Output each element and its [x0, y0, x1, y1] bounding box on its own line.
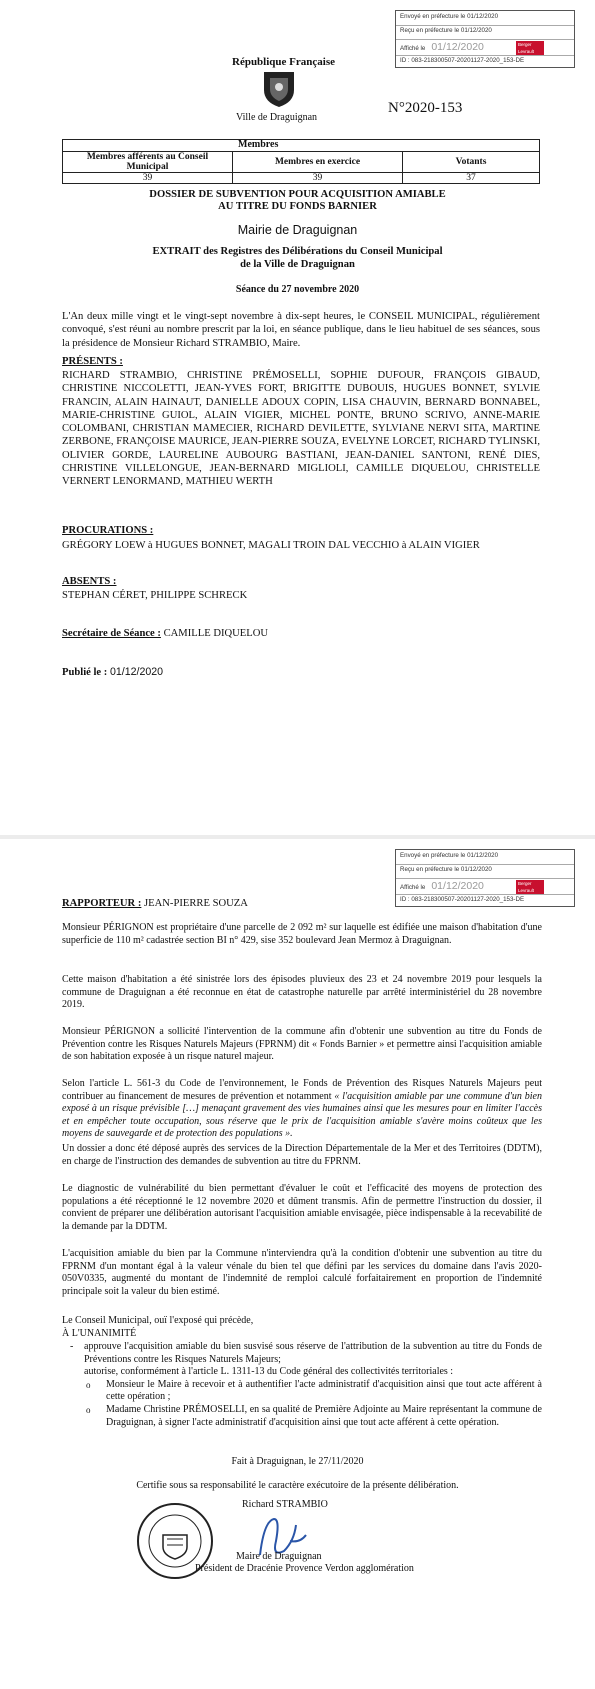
absents-label: ABSENTS : [62, 576, 117, 587]
signatory-name: Richard STRAMBIO [242, 1499, 328, 1510]
certifie-line: Certifie sous sa responsabilité le caractère exécutoire de la présente délibération. [136, 1480, 459, 1491]
decision-approve [62, 1341, 542, 1429]
paragraph-3: Monsieur PÉRIGNON a sollicité l'intervention de la commune afin d'obtenir une subvention au titre du Fonds de Prévention contre les Risques Naturels Majeurs (FPRNM) dit « Fonds Barnier » et permettre ainsi l'acquisition amiable de son habitation exposée à un risque naturel majeur. [62, 1026, 542, 1063]
members-title: Membres [238, 139, 279, 150]
prefecture-stamp-2 [395, 849, 575, 907]
paragraph-4 [62, 1078, 542, 1141]
members-title-box [62, 139, 540, 151]
berger-levrault-logo: Berger Levrault [516, 880, 544, 894]
value-exercice: 39 [233, 173, 403, 184]
paragraph-1: Monsieur PÉRIGNON est propriétaire d'une parcelle de 2 092 m² sur laquelle est édifiée une maison d'habitation d'une superficie de 110 m² cadastrée section BI n° 429, sise 352 boulevard Jean Mermoz à Draguignan. [62, 922, 542, 946]
publie-label: Publié le : [62, 667, 108, 678]
paragraph-4-quote: « l'acquisition amiable par une commune d'un bien exposé à un risque prévisible […] menaçant gravement des vies humaines ainsi que les mesures pour en limiter l'accès et en empêcher toute occupation, sous réserve que le prix de l'acquisition amiable s'avère moins coûteux que les moyens de sauvegarde et de protection des populations ». [62, 1090, 542, 1140]
stamp-received-line: Reçu en préfecture le 01/12/2020 [400, 27, 492, 34]
rapporteur-name: JEAN-PIERRE SOUZA [144, 898, 248, 909]
paragraph-4-text: Selon l'article L. 561-3 du Code de l'environnement, le Fonds de Prévention des Risques Naturels Majeurs peut contribuer au financement de mesures de prévention et notamment [62, 1078, 542, 1102]
stamp-posted-date: 01/12/2020 [431, 880, 484, 892]
stamp-posted-label: Affiché le [400, 45, 426, 52]
members-value-row [63, 173, 540, 184]
prefecture-stamp [395, 10, 575, 68]
signatory-role-2: Président de Dracénie Provence Verdon agglomération [195, 1563, 414, 1574]
stamp-posted-label: Affiché le [400, 884, 426, 891]
rapporteur-label: RAPPORTEUR : [62, 898, 142, 909]
members-table [62, 151, 540, 184]
authorization-list [84, 1379, 542, 1429]
absents-list: STEPHAN CÉRET, PHILIPPE SCHRECK [62, 590, 248, 601]
paragraph-6: Le diagnostic de vulnérabilité du bien permettant d'évaluer le coût et l'efficacité des moyens de protection des populations a été réceptionné le 12 novembre 2020 et dûment transmis. Afin de permettre l'instruction du dossier, il convient de préparer une délibération autorisant l'acquisition amiable envisagée, pièce indispensable à la recevabilité de la demande par la DDTM. [62, 1183, 542, 1232]
extrait-line-2: de la Ville de Draguignan [240, 259, 355, 270]
members-header-row [63, 152, 540, 173]
extrait-line-1: EXTRAIT des Registres des Délibérations du Conseil Municipal [152, 246, 443, 257]
publie-line [62, 666, 163, 678]
authorization-adjointe: o Madame Christine PRÉMOSELLI, en sa qualité de Première Adjointe au Maire représentant la commune de Draguignan, à signer l'acte administratif d'acquisition ainsi que tout acte afférent à cette opération. [84, 1404, 542, 1429]
dossier-title-2: AU TITRE DU FONDS BARNIER [218, 201, 377, 212]
value-afferents: 39 [63, 173, 233, 184]
city-crest-icon [262, 70, 296, 113]
fait-line: Fait à Draguignan, le 27/11/2020 [231, 1456, 364, 1467]
secretaire-line [62, 628, 268, 639]
city-heading: Ville de Draguignan [236, 112, 318, 123]
page-1 [0, 0, 595, 835]
authorization-maire: o Monsieur le Maire à recevoir et à authentifier l'acte administratif d'acquisition ainsi que tout acte afférent à cette opération ; [84, 1379, 542, 1404]
paragraph-5: Un dossier a donc été déposé auprès des services de la Direction Départementale de la Mer et des Territoires (DDTM), en charge de l'instruction des demandes de subvention au titre du FPRNM. [62, 1143, 542, 1167]
procurations-label: PROCURATIONS : [62, 525, 154, 536]
signatory-role-1: Maire de Draguignan [236, 1551, 322, 1562]
publie-date: 01/12/2020 [109, 666, 164, 678]
republic-heading: République Française [232, 56, 335, 68]
rapporteur-line [62, 898, 248, 909]
presents-label: PRÉSENTS : [62, 356, 123, 367]
paragraph-7: L'acquisition amiable du bien par la Commune n'interviendra qu'à la condition d'obtenir une subvention au titre du FPRNM d'un montant égal à la valeur vénale du bien tel que défini par les services du domaine dans l'avis 2020-050V0335, augmenté du montant de l'indemnité de remploi calculé forfaitairement en proportion de l'indemnité principale soit la valeur du bien estimé. [62, 1248, 542, 1297]
stamp-id-line: ID : 083-218300507-20201127-2020_153-DE [400, 57, 525, 64]
conseil-line: Le Conseil Municipal, ouï l'exposé qui précède, [62, 1315, 254, 1326]
dossier-title-1: DOSSIER DE SUBVENTION POUR ACQUISITION AMIABLE [149, 189, 446, 200]
decision-authorize-text: autorise, conformément à l'article L. 1311-13 du Code général des collectivités territoriales : [84, 1366, 454, 1378]
stamp-received-line: Reçu en préfecture le 01/12/2020 [400, 866, 492, 873]
paragraph-2: Cette maison d'habitation a été sinistrée lors des épisodes pluvieux des 23 et 24 novembre 2019 pour lesquels la commune de Draguignan a été reconnue en état de catastrophe naturelle par arrêté interministériel du 28 novembre 2019. [62, 974, 542, 1011]
secretaire-label: Secrétaire de Séance : [62, 628, 161, 639]
unanimite-line: À L'UNANIMITÉ [62, 1328, 137, 1339]
presents-list: RICHARD STRAMBIO, CHRISTINE PRÉMOSELLI, SOPHIE DUFOUR, FRANÇOIS GIBAUD, CHRISTINE NICCOLETTI, JEAN-YVES FORT, BRIGITTE DUBOUIS, HUGUES BONNET, SYLVIE FRANCIN, ALAIN HAINAUT, DANIELLE ADOUX COPIN, LISA CHAUVIN, BERNARD BONNABEL, MARIE-CHRISTINE GUIOL, ALAIN VIGIER, MICHEL PONTE, BRUNO SCRIVO, ANNE-MARIE COLOMBANI, CHRISTIAN MAMECIER, RICHARD DEVILETTE, SYLVIANE NERVI SITA, MARTINE ZERBONE, FRANÇOISE MAURICE, JEAN-PIERRE SOUZA, EVELYNE LORCET, RICHARD TYLINSKI, OLIVIER GORDE, LAURELINE AUBOURG BASTIANI, JEAN-DANIEL SANTONI, RENÉ DIES, CHRISTINE VILLELONGUE, JEAN-BERNARD MIGLIOLI, CAMILLE DIQUELOU, CHRISTELLE VERNERT LENORMAND, MATHIEU WERTH [62, 370, 540, 488]
secretaire-name: CAMILLE DIQUELOU [163, 628, 269, 639]
decision-approve-text: approuve l'acquisition amiable du bien susvisé sous réserve de l'attribution de la subvention au titre du Fonds de Préventions contre les Risques Naturels Majeurs; [84, 1341, 542, 1365]
stamp-posted-line [400, 880, 484, 892]
stamp-sent-line: Envoyé en préfecture le 01/12/2020 [400, 852, 499, 859]
value-votants: 37 [403, 173, 540, 184]
berger-levrault-logo: Berger Levrault [516, 41, 544, 55]
procurations-list: GRÉGORY LOEW à HUGUES BONNET, MAGALI TROIN DAL VECCHIO à ALAIN VIGIER [62, 540, 480, 551]
deliberation-number: N°2020-153 [388, 100, 463, 116]
stamp-id-line: ID : 083-218300507-20201127-2020_153-DE [400, 896, 525, 903]
page-2 [0, 839, 595, 1674]
col-header-exercice: Membres en exercice [233, 152, 403, 173]
mairie-heading: Mairie de Draguignan [237, 223, 358, 237]
stamp-posted-line [400, 41, 484, 53]
decision-list [62, 1341, 542, 1429]
seance-date: Séance du 27 novembre 2020 [235, 284, 360, 295]
col-header-votants: Votants [403, 152, 540, 173]
col-header-afferents: Membres afférents au Conseil Municipal [63, 152, 233, 173]
stamp-posted-date: 01/12/2020 [431, 41, 484, 53]
stamp-sent-line: Envoyé en préfecture le 01/12/2020 [400, 13, 499, 20]
intro-paragraph: L'An deux mille vingt et le vingt-sept novembre à dix-sept heures, le CONSEIL MUNICIPAL, régulièrement convoqué, s'est réuni au nombre prescrit par la loi, en séance publique, dans le lieu habituel de ses séances, sous la présidence de Monsieur Richard STRAMBIO, Maire. [62, 311, 540, 349]
